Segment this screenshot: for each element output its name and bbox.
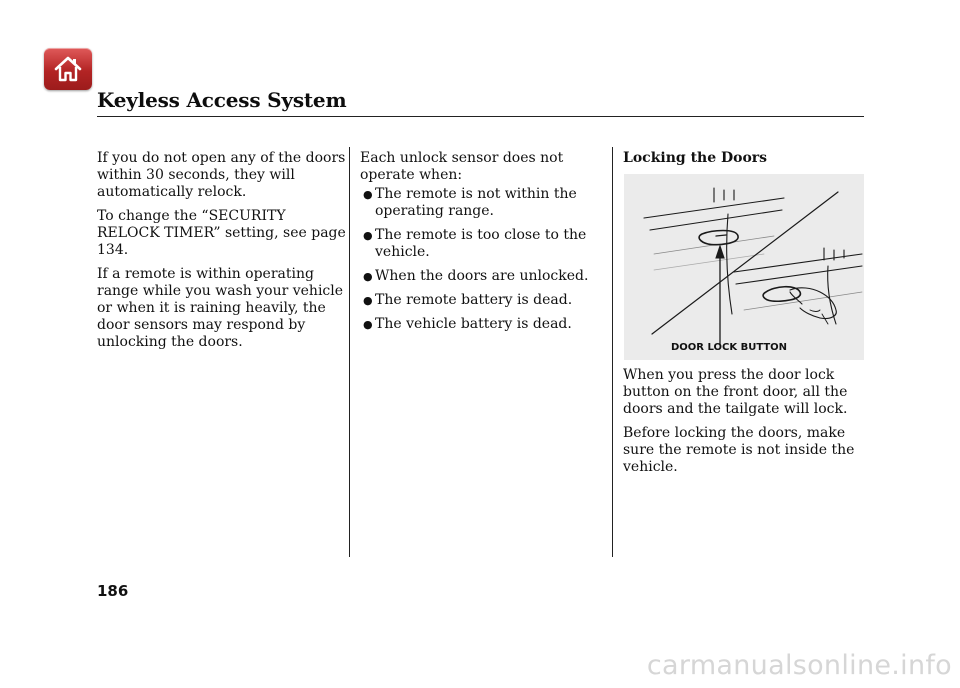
list-item bbox=[360, 186, 608, 220]
bullet-icon: ● bbox=[363, 318, 373, 331]
column-divider bbox=[612, 147, 613, 557]
column-1 bbox=[97, 150, 349, 358]
home-button[interactable] bbox=[44, 48, 92, 90]
figure-caption: DOOR LOCK BUTTON bbox=[671, 342, 788, 353]
paragraph: If a remote is within operating range while you wash your vehicle or when it is raining heavily, the door sensors may respond by unlocking the doors. bbox=[97, 266, 344, 350]
column-divider bbox=[349, 147, 350, 557]
door-lock-illustration bbox=[624, 174, 864, 360]
door-lock-figure bbox=[624, 174, 864, 360]
list-item-text: The remote is too close to the vehicle. bbox=[375, 227, 587, 260]
list-item-text: The remote battery is dead. bbox=[375, 292, 573, 308]
column-3 bbox=[623, 150, 865, 483]
list-item bbox=[360, 227, 608, 261]
bullet-icon: ● bbox=[363, 229, 373, 242]
list-item-text: The vehicle battery is dead. bbox=[375, 316, 572, 332]
list-item-text: The remote is not within the operating range. bbox=[375, 186, 577, 219]
bullet-icon: ● bbox=[363, 294, 373, 307]
column-2 bbox=[360, 150, 608, 340]
bullet-icon: ● bbox=[363, 270, 373, 283]
page-number: 186 bbox=[97, 582, 129, 600]
paragraph: Before locking the doors, make sure the remote is not inside the vehicle. bbox=[623, 425, 855, 475]
bullet-icon: ● bbox=[363, 188, 373, 201]
list-item bbox=[360, 292, 608, 309]
subheading: Locking the Doors bbox=[623, 150, 768, 166]
list-item bbox=[360, 316, 608, 333]
watermark: carmanualsonline.info bbox=[646, 650, 952, 681]
list-item bbox=[360, 268, 608, 285]
section-title: Keyless Access System bbox=[97, 88, 347, 112]
paragraph: Each unlock sensor does not operate when: bbox=[360, 150, 564, 183]
paragraph: If you do not open any of the doors within 30 seconds, they will automatically relock. bbox=[97, 150, 346, 200]
home-icon bbox=[53, 54, 83, 84]
bullet-list bbox=[360, 186, 608, 333]
paragraph: When you press the door lock button on the front door, all the doors and the tailgate will lock. bbox=[623, 367, 848, 417]
list-item-text: When the doors are unlocked. bbox=[375, 268, 589, 284]
paragraph: To change the “SECURITY RELOCK TIMER” setting, see page 134. bbox=[97, 208, 346, 258]
title-rule bbox=[97, 116, 864, 117]
